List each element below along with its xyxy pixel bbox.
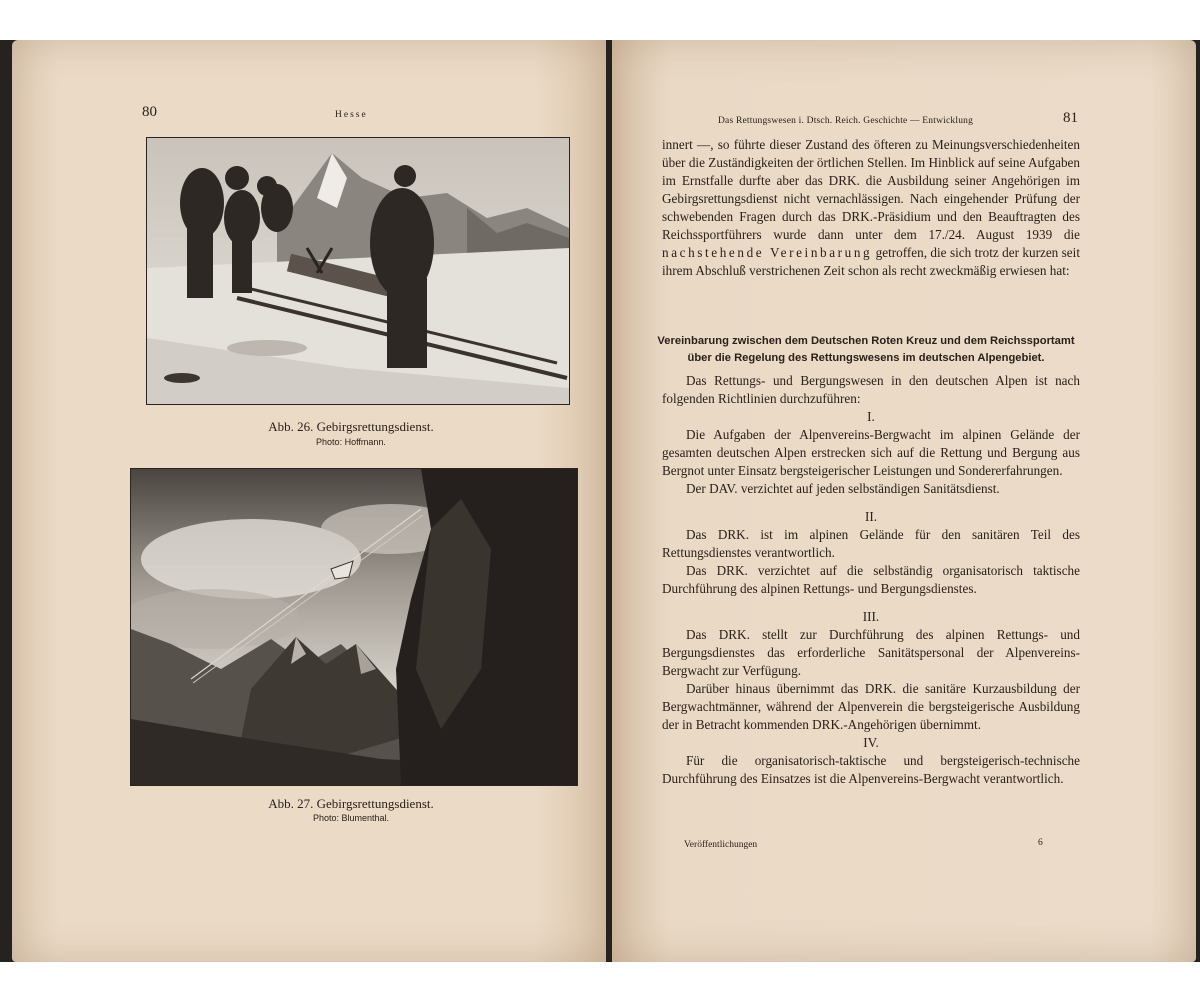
running-head-left: Hesse [335,110,368,120]
intro-text-spaced: nachstehende Vereinbarung [662,245,873,260]
agreement-heading: Vereinbarung zwischen dem Deutschen Roten Kreuz und dem Reichssportamt über die Regelung des Rettungswesens im deutschen Alpengebiet. [657,335,1075,364]
section-2-paragraph-1: Das DRK. ist im alpinen Gelände für den sanitären Teil des Rettungsdienstes verantwortlich. [662,527,1080,560]
page-number-right: 81 [1063,110,1078,126]
figure-27-credit: Photo: Blumenthal. [312,813,390,823]
right-page [612,40,1196,962]
footer-left: Veröffentlichungen [684,840,758,850]
section-2-paragraph-2: Das DRK. verzichtet auf die selbständig organisatorisch taktische Durchführung des alpinen Rettungs- und Bergungsdienstes. [662,563,1080,596]
section-numeral-4: IV. [863,735,879,750]
running-head-right: Das Rettungswesen i. Dtsch. Reich. Geschichte — Entwicklung [718,116,974,126]
section-1-paragraph-1: Die Aufgaben der Alpenvereins-Bergwacht im alpinen Gelände der gesamten deutschen Alpen erstrecken sich auf die Rettung und Bergung aus Bergnot unter Einsatz bergsteigerischer Leistungen und Sondererfahrungen. [662,427,1080,478]
intro-text-after: getroffen, die sich trotz der kurzen seit ihrem Abschluß verstrichenen Zeit schon als recht zweckmäßig erwiesen hat: [662,245,1080,278]
mountain-rescue-sled-image [147,138,569,404]
section-1-paragraph-2: Der DAV. verzichtet auf jeden selbständigen Sanitätsdienst. [686,481,1000,496]
intro-paragraph [662,136,1080,280]
book-spread [0,40,1200,962]
figure-26-credit: Photo: Hoffmann. [316,437,386,447]
mountain-cableway-image [131,469,577,785]
footer-page-signature: 6 [1038,838,1043,848]
figure-27-photo [130,468,578,786]
agreement-body [662,372,1080,788]
intro-text-before: innert —, so führte dieser Zustand des öfteren zu Meinungsverschiedenheiten über die Zuständigkeiten der örtlichen Stellen. Im Hinblick auf seine Aufgaben im Ernstfalle durfte aber das DRK. die Ausbildung seiner Angehörigen im Gebirgsrettungsdienst nicht vernachlässigen. Nach eingehender Prüfung der schwebenden Fragen durch das DRK.-Präsidium und den Beauftragten des Reichssportführers wurde dann unter dem 17./24. August 1939 die [662,137,1080,242]
section-numeral-3: III. [862,609,880,624]
preamble-paragraph: Das Rettungs- und Bergungswesen in den deutschen Alpen ist nach folgenden Richtlinien durchzuführen: [662,373,1080,406]
figure-26-photo [146,137,570,405]
section-3-paragraph-2: Darüber hinaus übernimmt das DRK. die sanitäre Kurzausbildung der Bergwachtmänner, während der Alpenverein die bergsteigerische Ausbildung der in Betracht kommenden DRK.-Angehörigen übernimmt. [662,681,1080,732]
section-numeral-2: II. [864,509,878,524]
left-page [12,40,606,962]
figure-27-caption: Abb. 27. Gebirgsrettungsdienst. [268,796,434,811]
section-numeral-1: I. [867,409,875,424]
page-number-left: 80 [142,104,157,120]
figure-26-caption: Abb. 26. Gebirgsrettungsdienst. [268,419,434,434]
section-3-paragraph-1: Das DRK. stellt zur Durchführung des alpinen Rettungs- und Bergungsdienstes das erforderliche Sanitätspersonal der Alpenvereins-Bergwacht zur Verfügung. [662,627,1080,678]
section-4-paragraph-1: Für die organisatorisch-taktische und bergsteigerisch-technische Durchführung des Einsatzes ist die Alpenvereins-Bergwacht verantwortlich. [662,753,1080,786]
